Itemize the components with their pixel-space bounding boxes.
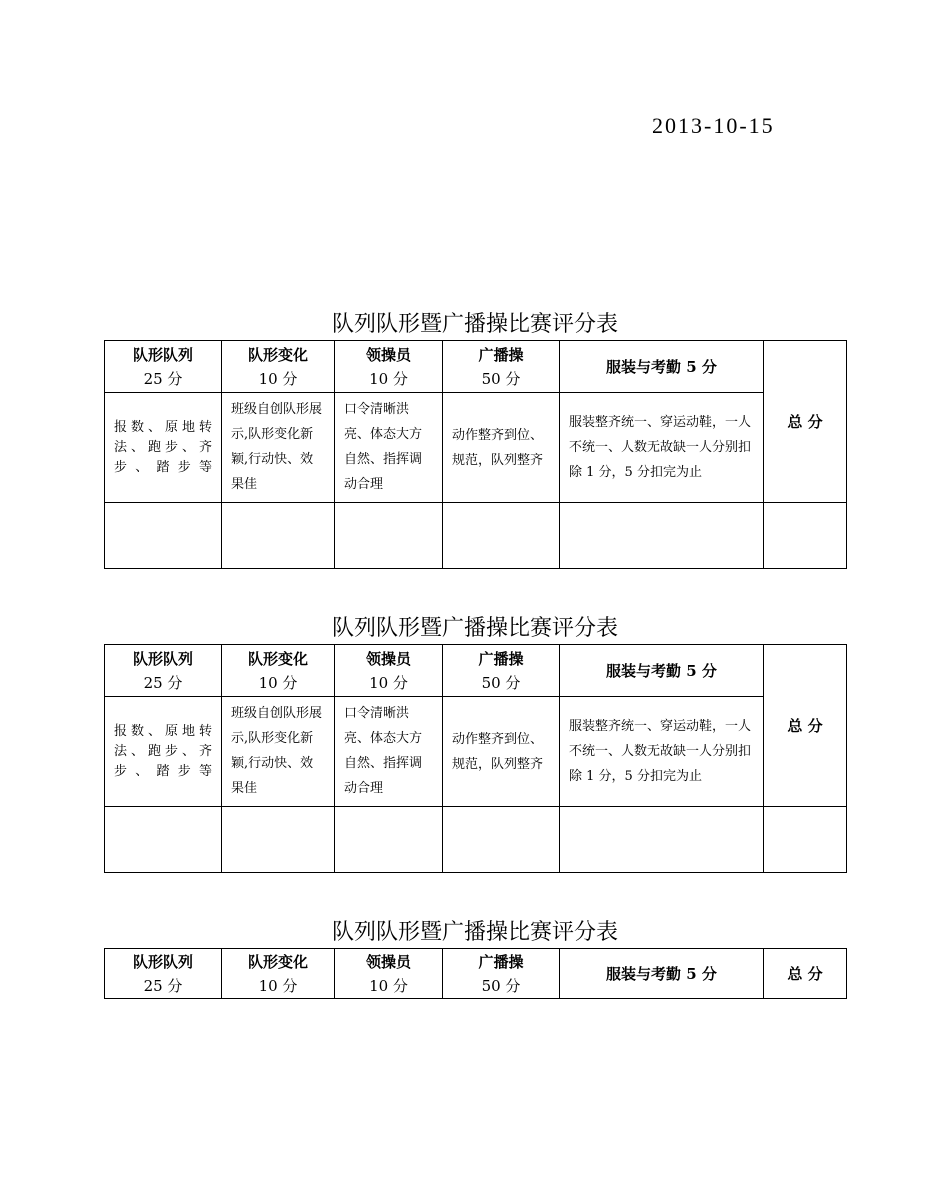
score-entry-row <box>105 503 847 569</box>
criteria-row <box>105 697 847 807</box>
header-row <box>105 949 847 999</box>
col-header-formation: 队形队列 25 分 <box>105 645 222 697</box>
criteria-row <box>105 393 847 503</box>
score-cell[interactable] <box>443 503 560 569</box>
total-score-cell[interactable] <box>764 503 847 569</box>
score-cell[interactable] <box>105 503 222 569</box>
sheet-title: 队列队形暨广播操比赛评分表 <box>331 616 618 641</box>
col-header-formation-change: 队形变化 10 分 <box>222 645 335 697</box>
score-cell[interactable] <box>560 503 764 569</box>
score-cell[interactable] <box>335 807 443 873</box>
total-score-cell[interactable] <box>764 807 847 873</box>
score-cell[interactable] <box>105 807 222 873</box>
criteria-formation-change: 班级自创队形展示,队形变化新颖,行动快、效果佳 <box>222 697 335 807</box>
sheet-title: 队列队形暨广播操比赛评分表 <box>331 312 618 337</box>
score-cell[interactable] <box>222 807 335 873</box>
header-row <box>105 341 847 393</box>
total-header: 总 分 <box>764 645 847 807</box>
score-entry-row <box>105 807 847 873</box>
total-header: 总 分 <box>764 949 847 999</box>
criteria-attire-attendance: 服装整齐统一、穿运动鞋，一人不统一、人数无故缺一人分别扣除 1 分，5 分扣完为止 <box>560 393 764 503</box>
col-header-formation-change: 队形变化 10 分 <box>222 949 335 999</box>
col-header-formation: 队形队列 25 分 <box>105 949 222 999</box>
score-cell[interactable] <box>560 807 764 873</box>
criteria-broadcast-exercise: 动作整齐到位、规范，队列整齐 <box>443 697 560 807</box>
criteria-formation-change: 班级自创队形展示,队形变化新颖,行动快、效果佳 <box>222 393 335 503</box>
col-header-attire-attendance: 服装与考勤 5 分 <box>560 949 764 999</box>
score-cell[interactable] <box>222 503 335 569</box>
criteria-leader: 口令清晰洪亮、体态大方自然、指挥调动合理 <box>335 697 443 807</box>
col-header-attire-attendance: 服装与考勤 5 分 <box>560 341 764 393</box>
criteria-leader: 口令清晰洪亮、体态大方自然、指挥调动合理 <box>335 393 443 503</box>
col-header-formation: 队形队列 25 分 <box>105 341 222 393</box>
criteria-broadcast-exercise: 动作整齐到位、规范，队列整齐 <box>443 393 560 503</box>
header-row <box>105 645 847 697</box>
criteria-formation: 报数、原地转法、跑步、齐步、踏步等 <box>105 393 222 503</box>
date-label: 2013-10-15 <box>652 113 775 138</box>
criteria-attire-attendance: 服装整齐统一、穿运动鞋，一人不统一、人数无故缺一人分别扣除 1 分，5 分扣完为止 <box>560 697 764 807</box>
score-cell[interactable] <box>443 807 560 873</box>
col-header-leader: 领操员 10 分 <box>335 645 443 697</box>
col-header-broadcast-exercise: 广播操 50 分 <box>443 645 560 697</box>
sheet-title: 队列队形暨广播操比赛评分表 <box>331 920 618 945</box>
criteria-formation: 报数、原地转法、跑步、齐步、踏步等 <box>105 697 222 807</box>
col-header-broadcast-exercise: 广播操 50 分 <box>443 341 560 393</box>
col-header-broadcast-exercise: 广播操 50 分 <box>443 949 560 999</box>
total-header: 总 分 <box>764 341 847 503</box>
col-header-leader: 领操员 10 分 <box>335 341 443 393</box>
score-table <box>104 340 847 569</box>
col-header-formation-change: 队形变化 10 分 <box>222 341 335 393</box>
score-table <box>104 948 847 999</box>
score-table <box>104 644 847 873</box>
col-header-leader: 领操员 10 分 <box>335 949 443 999</box>
score-cell[interactable] <box>335 503 443 569</box>
col-header-attire-attendance: 服装与考勤 5 分 <box>560 645 764 697</box>
